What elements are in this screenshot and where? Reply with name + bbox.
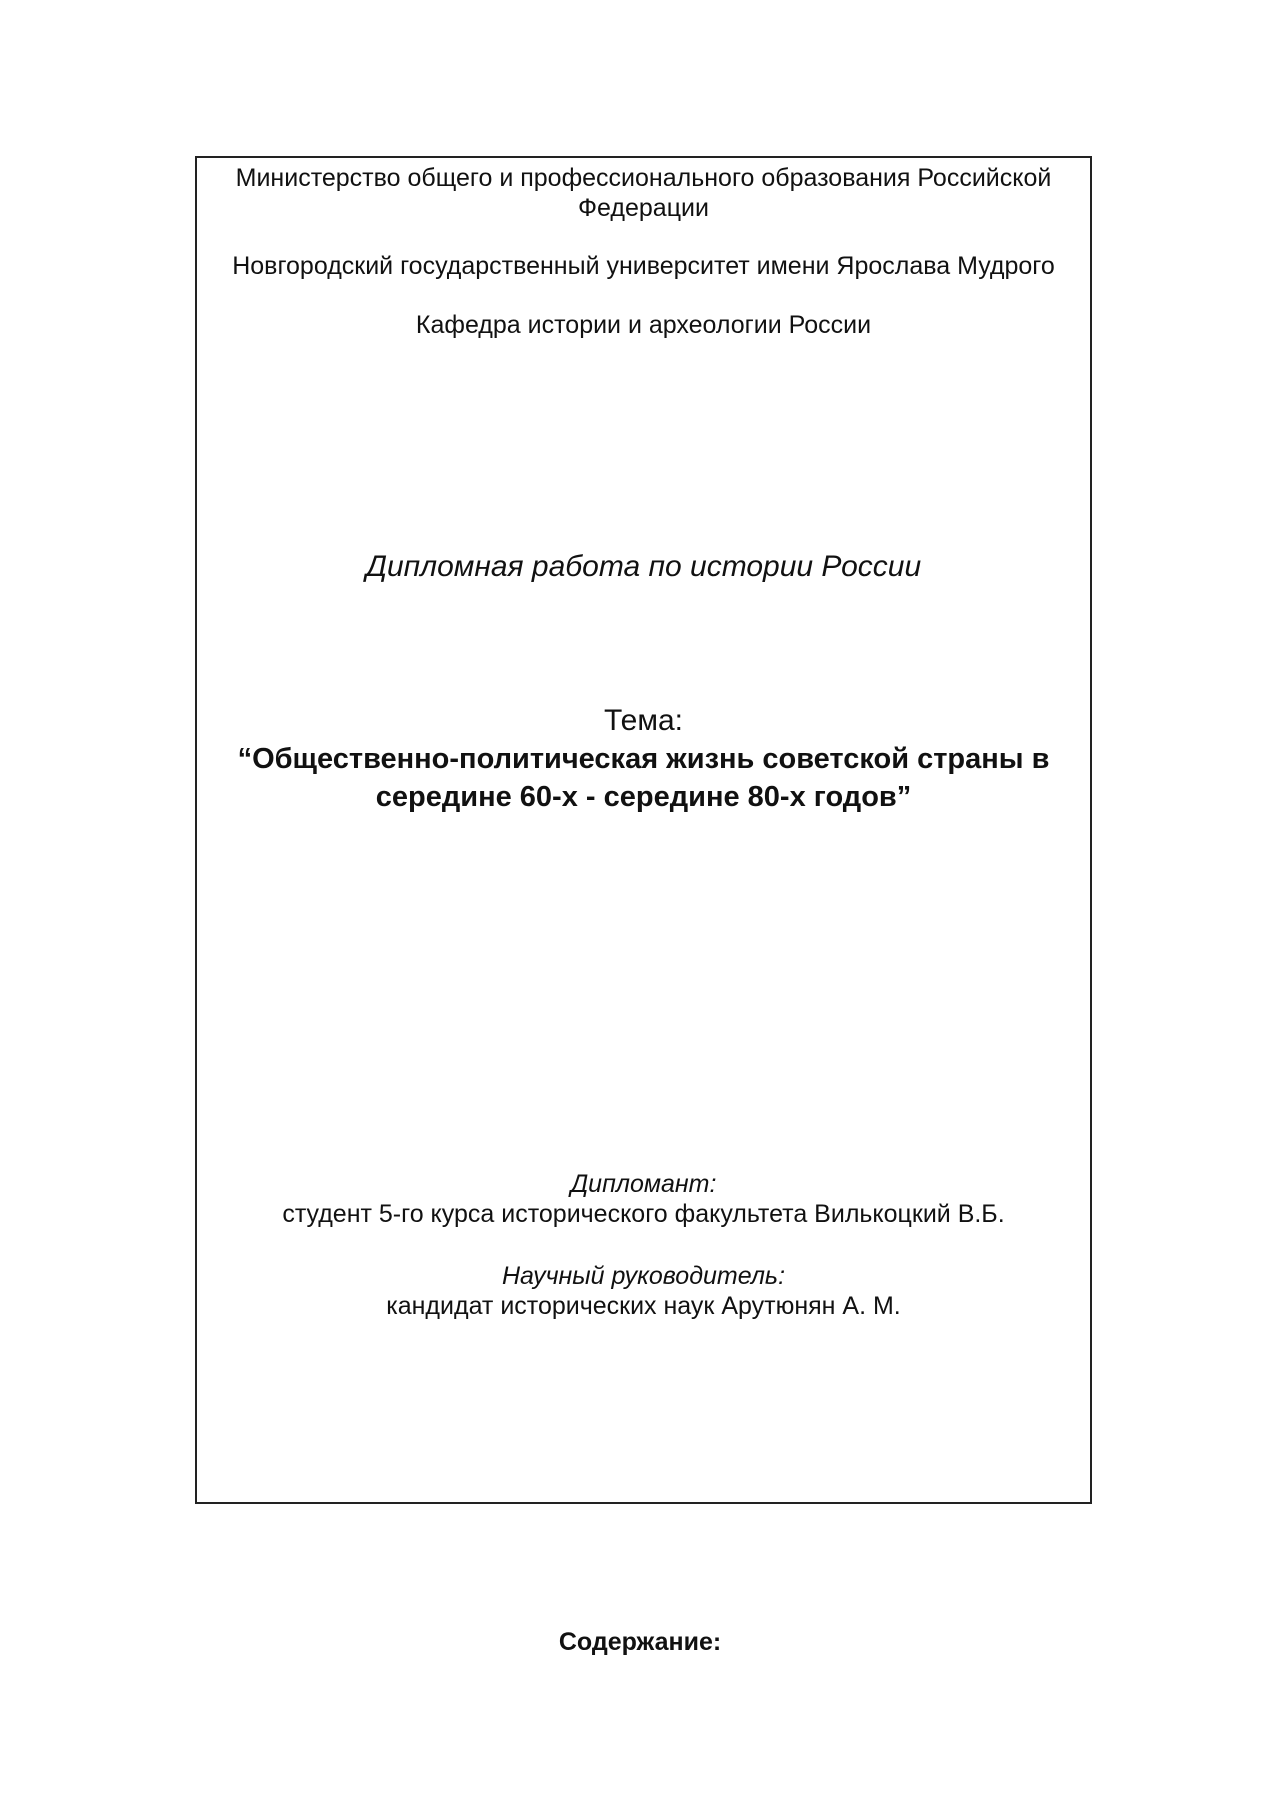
theme-label: Тема: xyxy=(604,704,683,737)
department-name: Кафедра истории и археологии России xyxy=(415,311,872,339)
work-type: Дипломная работа по истории России xyxy=(365,550,922,583)
theme-title-line-2: середине 60-х - середине 80-х годов” xyxy=(375,781,912,813)
supervisor-role: Научный руководитель: xyxy=(501,1262,786,1290)
supervisor-name: кандидат исторических наук Арутюнян А. М. xyxy=(386,1292,901,1320)
university-name: Новгородский государственный университет имени Ярослава Мудрого xyxy=(232,252,1055,280)
ministry-line-2: Федерации xyxy=(578,194,709,222)
author-name: студент 5-го курса исторического факультета Вилькоцкий В.Б. xyxy=(282,1200,1005,1228)
title-page-frame xyxy=(195,156,1092,1504)
contents-heading: Содержание: xyxy=(558,1628,722,1656)
author-role: Дипломант: xyxy=(570,1170,717,1198)
ministry-line-1: Министерство общего и профессионального образования Российской xyxy=(235,164,1052,192)
theme-title-line-1: “Общественно-политическая жизнь советской страны в xyxy=(237,743,1050,775)
